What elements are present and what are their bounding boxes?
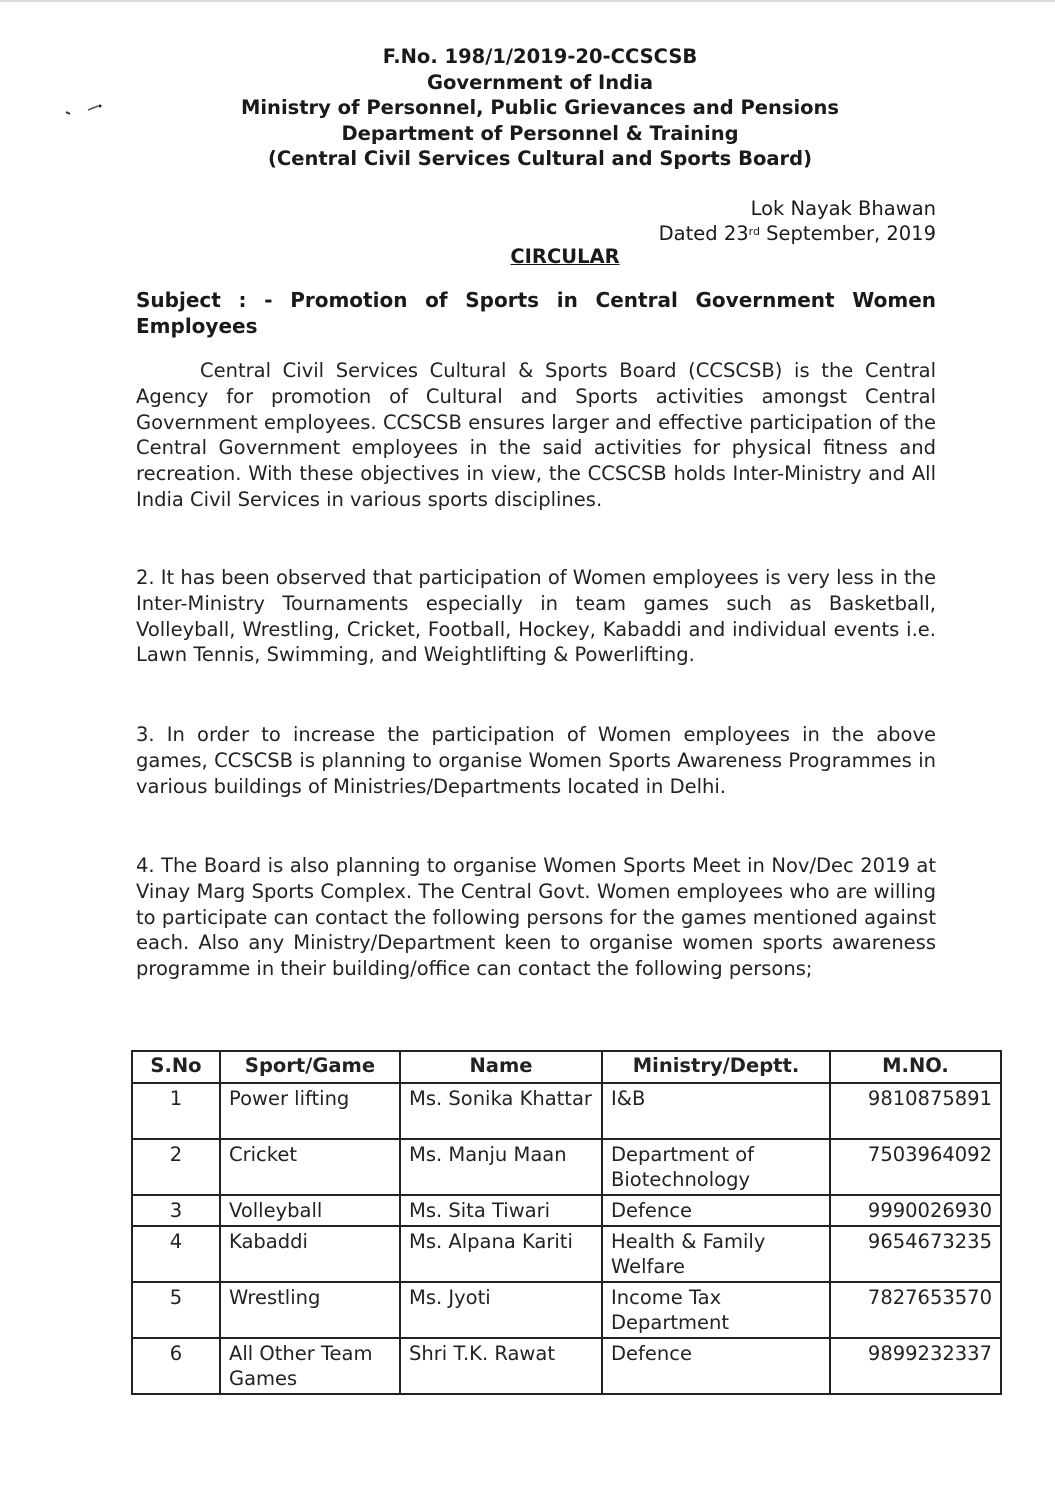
cell-name: Ms. Jyoti [400, 1282, 602, 1338]
ministry-name: Ministry of Personnel, Public Grievances and Pensions [240, 96, 840, 119]
cell-sno: 6 [132, 1338, 220, 1394]
cell-ministry: Department of Biotechnology [602, 1139, 830, 1195]
cell-ministry: Defence [602, 1338, 830, 1394]
table-row [132, 1338, 1001, 1394]
document-header [0, 44, 1055, 172]
subject-line: Subject : - Promotion of Sports in Central Government Women Employees [136, 288, 936, 338]
date-ordinal: rd [748, 225, 760, 238]
cell-sport: Volleyball [220, 1195, 400, 1226]
scan-top-edge [0, 0, 1055, 2]
cell-name: Ms. Manju Maan [400, 1139, 602, 1195]
cell-mobile: 9654673235 [830, 1226, 1001, 1282]
cell-name: Ms. Alpana Kariti [400, 1226, 602, 1282]
place-and-date [659, 196, 936, 246]
table-header-row [132, 1051, 1001, 1083]
cell-sno: 3 [132, 1195, 220, 1226]
cell-name: Ms. Sonika Khattar [400, 1083, 602, 1139]
table-row [132, 1226, 1001, 1282]
cell-ministry: Health & Family Welfare [602, 1226, 830, 1282]
cell-sno: 4 [132, 1226, 220, 1282]
cell-mobile: 9990026930 [830, 1195, 1001, 1226]
header-sno: S.No [132, 1051, 220, 1083]
department-name: Department of Personnel & Training [341, 121, 739, 145]
header-ministry: Ministry/Deptt. [602, 1051, 830, 1083]
circular-title: CIRCULAR [510, 245, 620, 268]
cell-ministry: Defence [602, 1195, 830, 1226]
cell-mobile: 9810875891 [830, 1083, 1001, 1139]
location: Lok Nayak Bhawan [750, 197, 936, 220]
cell-name: Shri T.K. Rawat [400, 1338, 602, 1394]
cell-sport: Kabaddi [220, 1226, 400, 1282]
cell-mobile: 9899232337 [830, 1338, 1001, 1394]
date-rest: September, 2019 [759, 222, 936, 245]
cell-sport: All Other Team Games [220, 1338, 400, 1394]
table-row [132, 1195, 1001, 1226]
paragraph-4: 4. The Board is also planning to organise Women Sports Meet in Nov/Dec 2019 at Vinay Marg Sports Complex. The Central Govt. Women employees who are willing to participate can contact the following persons for the games mentioned against each. Also any Ministry/Department keen to organise women sports awareness programme in their building/office can contact the following persons; [136, 854, 936, 981]
cell-sno: 2 [132, 1139, 220, 1195]
cell-sport: Cricket [220, 1139, 400, 1195]
paragraph-1: Central Civil Services Cultural & Sports Board (CCSCSB) is the Central Agency for promotion of Cultural and Sports activities amongst Central Government employees. CCSCSB ensures larger and effective participation of the Central Government employees in the said activities for physical fitness and recreation. With these objectives in view, the CCSCSB holds Inter-Ministry and All India Civil Services in various sports disciplines. [136, 359, 936, 511]
cell-mobile: 7827653570 [830, 1282, 1001, 1338]
cell-ministry: Income Tax Department [602, 1282, 830, 1338]
cell-sno: 5 [132, 1282, 220, 1338]
cell-sport: Wrestling [220, 1282, 400, 1338]
cell-ministry: I&B [602, 1083, 830, 1139]
table-row [132, 1282, 1001, 1338]
date [659, 221, 936, 246]
cell-sport: Power lifting [220, 1083, 400, 1139]
government-name: Government of India [427, 70, 653, 94]
file-number: F.No. 198/1/2019-20-CCSCSB [382, 45, 698, 68]
board-name: (Central Civil Services Cultural and Sports Board) [268, 147, 812, 170]
contacts-table [131, 1050, 1002, 1395]
header-sport: Sport/Game [220, 1051, 400, 1083]
table-row [132, 1083, 1001, 1139]
cell-mobile: 7503964092 [830, 1139, 1001, 1195]
cell-name: Ms. Sita Tiwari [400, 1195, 602, 1226]
header-mobile: M.NO. [830, 1051, 1001, 1083]
date-prefix: Dated 23 [658, 222, 749, 245]
paragraph-2: 2. It has been observed that participation of Women employees is very less in the Inter-Ministry Tournaments especially in team games such as Basketball, Volleyball, Wrestling, Cricket, Football, Hockey, Kabaddi and individual events i.e. Lawn Tennis, Swimming, and Weightlifting & Powerlifting. [136, 566, 937, 667]
table-row [132, 1139, 1001, 1195]
header-name: Name [400, 1051, 602, 1083]
cell-sno: 1 [132, 1083, 220, 1139]
paragraph-3: 3. In order to increase the participation of Women employees in the above games, CCSCSB is planning to organise Women Sports Awareness Programmes in various buildings of Ministries/Departments located in Delhi. [136, 723, 936, 798]
